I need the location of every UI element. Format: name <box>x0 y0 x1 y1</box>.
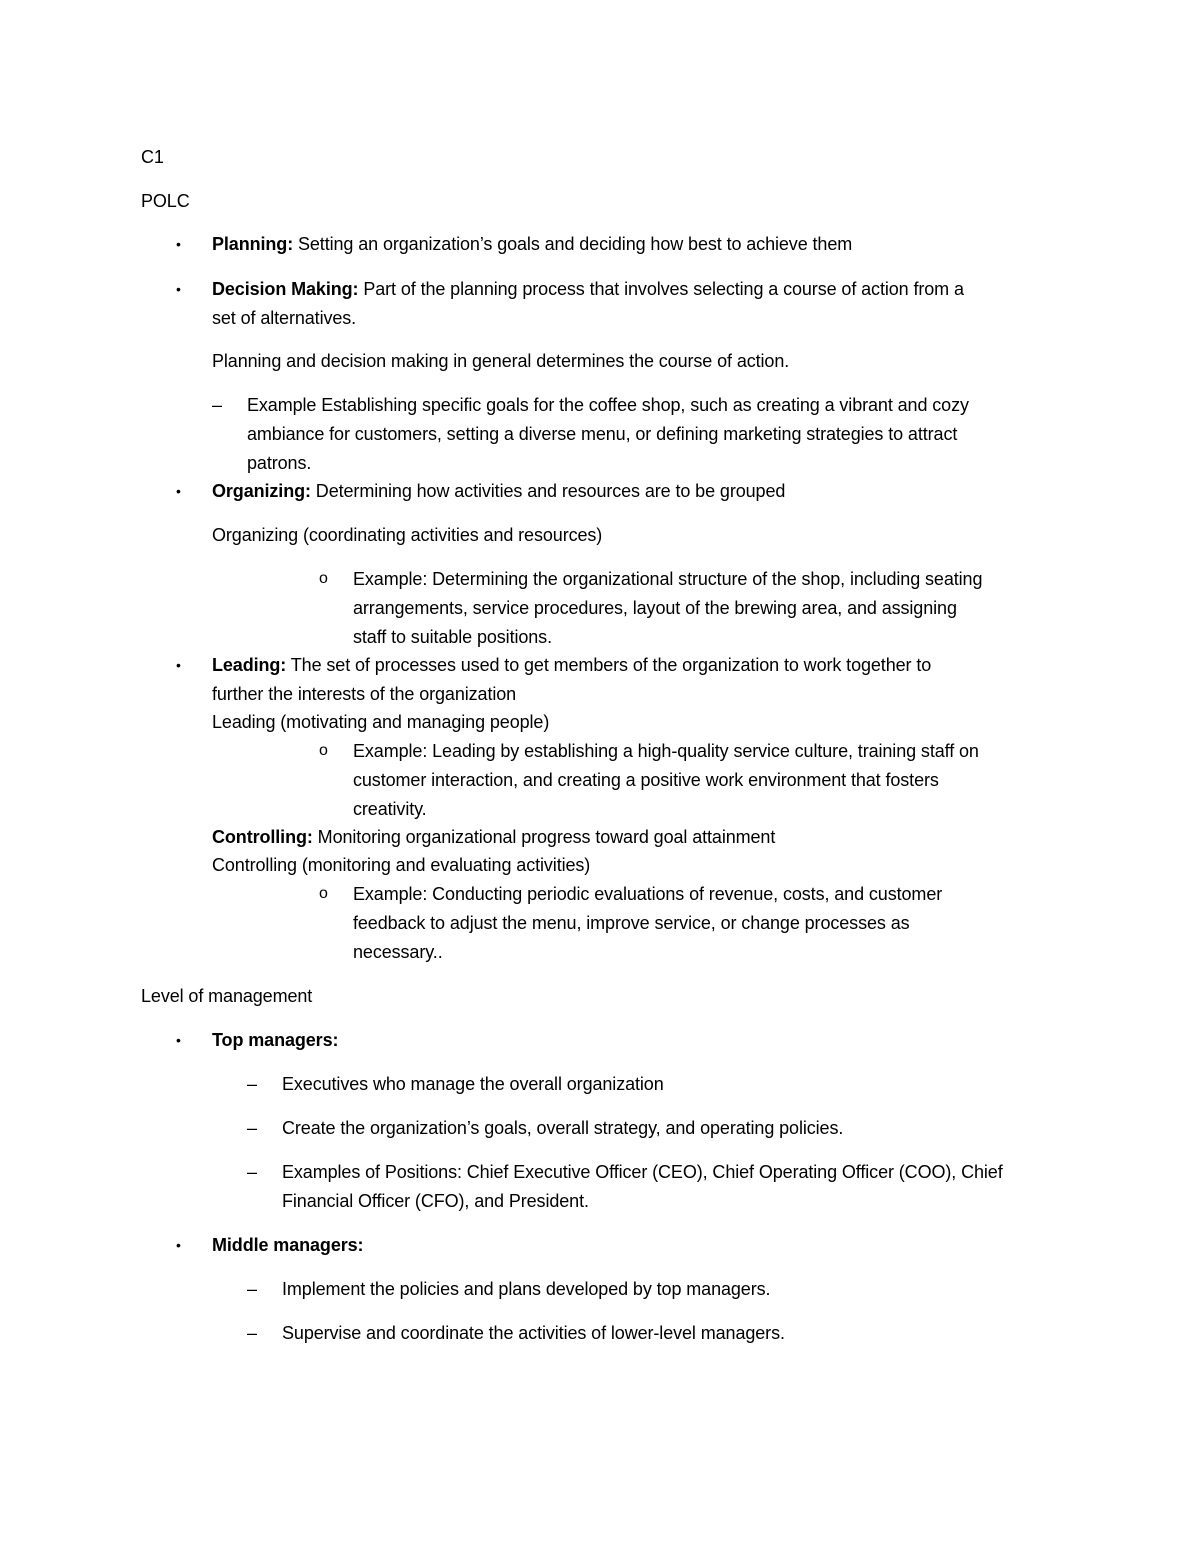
decision-line-2: set of alternatives. <box>212 308 357 328</box>
leading-definition: The set of processes used to get members of the organization to work together to <box>286 655 932 675</box>
section-title-polc: POLC <box>141 191 190 211</box>
bullet-marker: • <box>176 1032 181 1048</box>
leading-example-line-1: Example: Leading by establishing a high-quality service culture, training staff on <box>353 741 979 761</box>
leading-term: Leading: <box>212 655 287 675</box>
dash-marker: – <box>247 1162 258 1182</box>
organizing-line <box>212 480 785 502</box>
doc-heading: C1 <box>141 147 164 167</box>
decision-definition: Part of the planning process that involves selecting a course of action from a <box>358 279 964 299</box>
dash-marker: – <box>247 1074 258 1094</box>
controlling-line <box>212 826 775 848</box>
dash-marker: – <box>247 1279 258 1299</box>
leading-line-2: further the interests of the organization <box>212 684 517 704</box>
top-managers-item-3-line-2: Financial Officer (CFO), and President. <box>282 1191 589 1211</box>
controlling-note: Controlling (monitoring and evaluating activities) <box>212 855 591 875</box>
bullet-marker: • <box>176 483 181 499</box>
decision-example-line-1: Example Establishing specific goals for the coffee shop, such as creating a vibrant and cozy <box>247 395 969 415</box>
planning-term: Planning: <box>212 234 294 254</box>
controlling-example-line-3: necessary.. <box>353 942 443 962</box>
decision-example-line-3: patrons. <box>247 453 312 473</box>
circle-marker: o <box>319 742 328 759</box>
controlling-example-line-2: feedback to adjust the menu, improve service, or change processes as <box>353 913 910 933</box>
bullet-marker: • <box>176 657 181 673</box>
dash-marker: – <box>247 1323 258 1343</box>
top-managers-term: Top managers: <box>212 1030 339 1050</box>
controlling-example-line-1: Example: Conducting periodic evaluations of revenue, costs, and customer <box>353 884 943 904</box>
middle-managers-item-2: Supervise and coordinate the activities of lower-level managers. <box>282 1323 785 1343</box>
leading-line-1 <box>212 654 931 676</box>
organizing-example-line-1: Example: Determining the organizational structure of the shop, including seating <box>353 569 983 589</box>
organizing-example-line-3: staff to suitable positions. <box>353 627 552 647</box>
bullet-marker: • <box>176 1237 181 1253</box>
circle-marker: o <box>319 885 328 902</box>
middle-managers-term: Middle managers: <box>212 1235 364 1255</box>
top-managers-item-3-line-1: Examples of Positions: Chief Executive Officer (CEO), Chief Operating Officer (COO), Chief <box>282 1162 1003 1182</box>
planning-line <box>212 233 852 255</box>
organizing-term: Organizing: <box>212 481 311 501</box>
decision-note: Planning and decision making in general determines the course of action. <box>212 351 790 371</box>
top-managers-item-1: Executives who manage the overall organization <box>282 1074 664 1094</box>
bullet-marker: • <box>176 236 181 252</box>
organizing-example-line-2: arrangements, service procedures, layout of the brewing area, and assigning <box>353 598 957 618</box>
dash-marker: – <box>247 1118 258 1138</box>
circle-marker: o <box>319 570 328 587</box>
leading-example-line-3: creativity. <box>353 799 427 819</box>
bullet-marker: • <box>176 281 181 297</box>
controlling-term: Controlling: <box>212 827 313 847</box>
decision-example-line-2: ambiance for customers, setting a diverse menu, or defining marketing strategies to attract <box>247 424 958 444</box>
organizing-note: Organizing (coordinating activities and resources) <box>212 525 603 545</box>
decision-line-1 <box>212 278 964 300</box>
decision-term: Decision Making: <box>212 279 359 299</box>
leading-example-line-2: customer interaction, and creating a positive work environment that fosters <box>353 770 939 790</box>
section-title-levels: Level of management <box>141 986 313 1006</box>
organizing-definition: Determining how activities and resources are to be grouped <box>310 481 786 501</box>
planning-definition: Setting an organization’s goals and deciding how best to achieve them <box>293 234 853 254</box>
middle-managers-item-1: Implement the policies and plans developed by top managers. <box>282 1279 771 1299</box>
dash-marker: – <box>212 395 223 415</box>
top-managers-item-2: Create the organization’s goals, overall strategy, and operating policies. <box>282 1118 844 1138</box>
leading-note: Leading (motivating and managing people) <box>212 712 550 732</box>
controlling-definition: Monitoring organizational progress toward goal attainment <box>312 827 776 847</box>
